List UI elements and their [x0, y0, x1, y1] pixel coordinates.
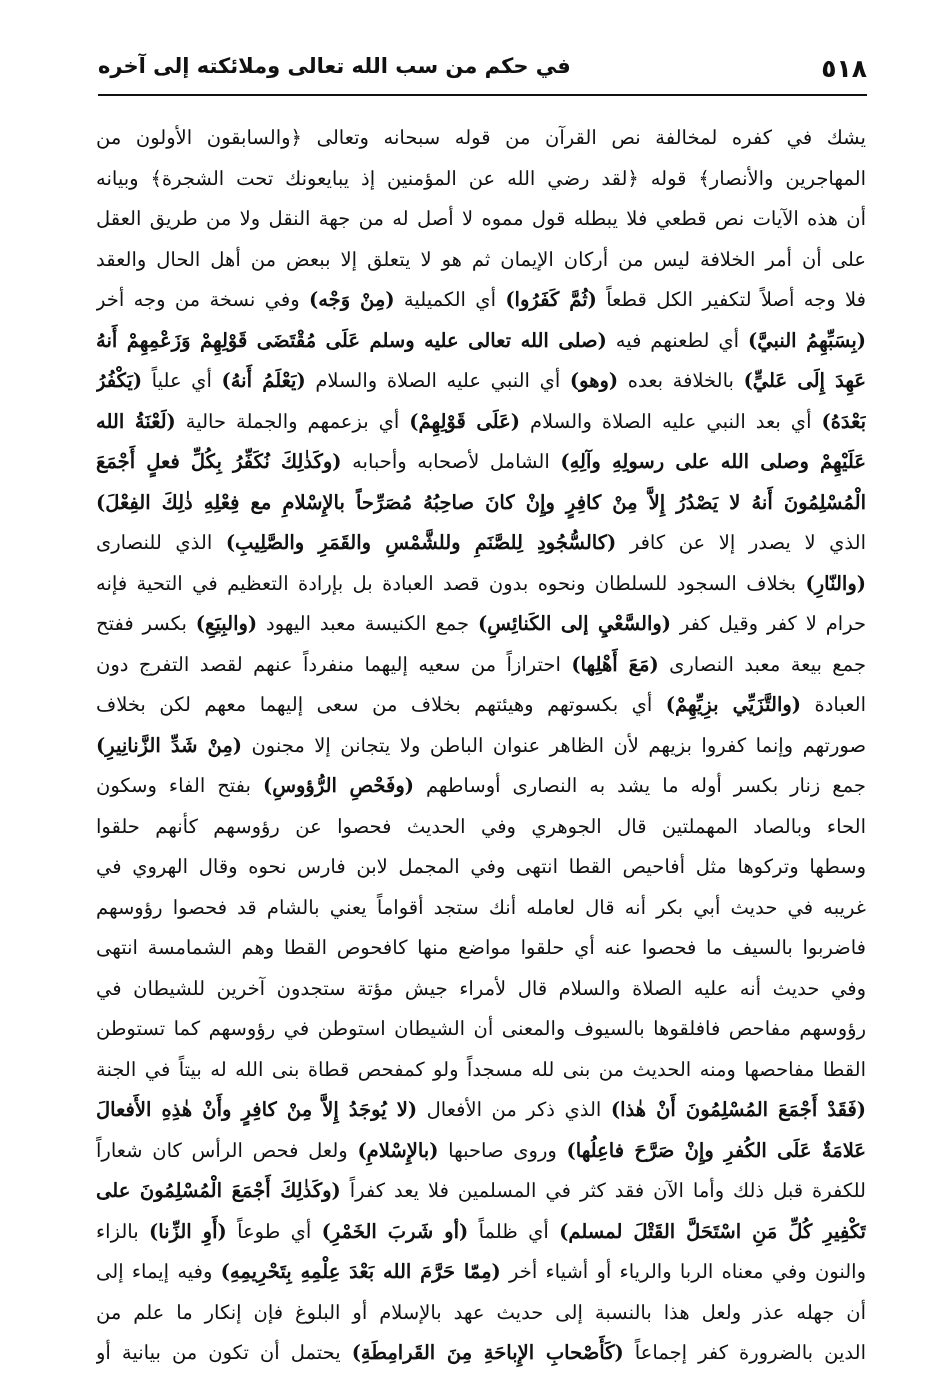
commentary-text: أي طوعاً [226, 1219, 322, 1243]
matn-text: (بالإِسْلامِ) [357, 1138, 439, 1162]
text-line [96, 442, 866, 483]
commentary-text: رؤوسهم مفاحص فافلقوها بالسيوف والمعنى أن الشيطان استوطن في رؤوسهم كما تستوطن [96, 1017, 866, 1040]
text-line [96, 969, 866, 1010]
text-line [96, 402, 866, 443]
commentary-text: على أن أمر الخلافة ليس من أركان الإيمان ثم هو لا يتعلق إلا ببعض من أهل الحال والعقد [96, 247, 866, 271]
matn-text: (يَكْفُرُ [96, 369, 143, 392]
matn-text: (بِسَبِّهِمُ النبيَّ) [747, 328, 866, 352]
commentary-text: صورتهم وإنما كفروا بزيهم لأن الظاهر عنوان الباطن ولا يتجانن إلا مجنون [242, 733, 866, 757]
matn-text: (وفَحْصِ الرُّؤوسِ) [262, 774, 414, 797]
commentary-text: الذي للنصارى [96, 531, 226, 554]
header-rule [98, 94, 867, 96]
matn-text: (والسَّعْيِ إلى الكَنائِسِ) [477, 612, 672, 635]
text-line [96, 1171, 866, 1212]
running-title: في حكم من سب الله تعالى وملائكته إلى آخره [98, 54, 571, 78]
text-line [96, 685, 866, 726]
matn-text: (والنّارِ) [805, 571, 866, 595]
commentary-text: العبادة [801, 693, 866, 716]
text-line [96, 1009, 866, 1050]
commentary-text: بالخلافة بعده [618, 369, 744, 392]
text-line [96, 280, 866, 321]
text-line [96, 118, 866, 159]
text-line [96, 766, 866, 807]
commentary-text: وفيه إيماء إلى [96, 1260, 221, 1283]
text-line [96, 483, 866, 524]
commentary-text: أن جهله عذر ولعل هذا بالنسبة إلى حديث عهد بالإسلام أو البلوغ فإن إنكار ما علم من [96, 1300, 866, 1324]
matn-text: (والبِيَعِ) [195, 612, 258, 635]
text-line [96, 523, 866, 564]
commentary-text: أي بعد النبي عليه الصلاة والسلام [519, 409, 822, 433]
text-line [96, 847, 866, 888]
commentary-text: الذي لا يصدر إلا عن كافر [616, 531, 866, 554]
text-line [96, 1333, 866, 1374]
matn-text: (صلى الله تعالى عليه وسلم عَلَى مُقْتَضَى قَوْلِهِمْ وَزَعْمِهِمْ أَنهُ [96, 328, 607, 352]
matn-text: تَكْفِيرِ كُلِّ مَنِ اسْتَحَلَّ القَتْلَ لمسلم) [559, 1219, 866, 1243]
text-line [96, 321, 866, 362]
matn-text: (يَعْلَمُ أَنهُ) [221, 369, 306, 392]
matn-text: (كَأَصْحابِ الإِباحَةِ مِنَ القَرامِطَةِ) [351, 1341, 624, 1364]
commentary-text: فلا وجه أصلاً لتكفير الكل قطعاً [596, 288, 866, 311]
text-line [96, 928, 866, 969]
matn-text: (ثُمَّ كَفَرُوا) [505, 288, 597, 311]
text-line [96, 564, 866, 605]
commentary-text: يحتمل أن تكون من بيانية أو [96, 1341, 352, 1364]
commentary-text: يشك في كفره لمخالفة نص القرآن من قوله سبحانه وتعالى ﴿والسابقون الأولون من [96, 126, 866, 149]
matn-text: (أو شَربَ الخَمْرِ) [321, 1219, 469, 1243]
commentary-text: بفتح الفاء وسكون [96, 774, 263, 797]
matn-text: (والتَّزَيِّي بزِيِّهِمْ) [665, 693, 802, 716]
commentary-text: الدين بالضرورة كفر إجماعاً [623, 1341, 866, 1364]
text-line [96, 645, 866, 686]
text-line [96, 888, 866, 929]
text-line [96, 199, 866, 240]
commentary-text: أي لطعنهم فيه [606, 328, 748, 352]
commentary-text: الشامل لأصحابه وأحبابه [341, 450, 561, 473]
commentary-text: والنون وفي معناه الربا والرياء أو أشياء أخر [500, 1260, 866, 1283]
commentary-text: وسطها وتركوها مثل أفاحيص القطا انتهى وفي المجمل لابن فارس نحوه وقال الهروي في [96, 855, 866, 878]
commentary-text: بالزاء [96, 1219, 150, 1243]
commentary-text: فاضربوا بالسيف ما فحصوا عنه أي حلقوا مواضع منها كافحوص القطا وهم الشمامسة انتهى [96, 936, 866, 959]
matn-text: عَلامَةٌ عَلَى الكُفرِ وإِنْ صَرَّحَ فاعِلُها) [566, 1138, 866, 1162]
commentary-text: أي بكسوتهم وهيئتهم بخلاف من سعى إليهما معهم لكن بخلاف [96, 693, 666, 716]
commentary-text: احترازاً من سعيه إليهما منفرداً عنهم لقصد التفرج دون [96, 652, 572, 676]
commentary-text: أي علياً [142, 369, 222, 392]
text-line [96, 1252, 866, 1293]
text-line [96, 361, 866, 402]
page-number: ٥١٨ [821, 54, 867, 83]
text-line [96, 1212, 866, 1253]
commentary-text: أي ظلماً [468, 1219, 560, 1243]
matn-text: (وكَذٰلِكَ أَجْمَعَ الْمُسْلِمُونَ على [96, 1179, 341, 1202]
text-line [96, 1090, 866, 1131]
text-line [96, 240, 866, 281]
matn-text: (مِنْ شَدِّ الزَّنانِيرِ) [96, 733, 242, 757]
commentary-text: أن هذه الآيات نص قطعي فلا يبطله قول مموه لا أصل له من جهة النقل ولا من طريق العقل [96, 207, 866, 230]
commentary-text: أي الكميلية [394, 288, 506, 311]
commentary-text: للكفرة قبل ذلك وأما الآن فقد كثر في المسلمين فلا يعد كفراً [340, 1179, 866, 1202]
matn-text: (لا يُوجَدُ إِلاَّ مِنْ كافِرٍ وأَنْ هٰذِهِ الأَفعالَ [96, 1098, 418, 1121]
matn-text: الْمُسْلِمُونَ أَنهُ لا يَصْدُرُ إِلاَّ مِنْ كافِرٍ وإِنْ كانَ صاحِبُهُ مُصَرِّحاً بالإِسْلامِ مع فِعْلِهِ ذٰلِكَ الفِعْلَ) [96, 490, 866, 514]
page-header [98, 50, 867, 92]
text-line [96, 1050, 866, 1091]
commentary-text: غريبه في حديث أبي بكر أنه قال لعامله أنك ستجد أقواماً يعني بالشام قد فحصوا رؤوسهم [96, 895, 866, 919]
commentary-text: الحاء وبالصاد المهملتين قال الجوهري وفي الحديث فحصوا عن رؤوسهم كأنهم حلقوا [96, 814, 866, 838]
matn-text: عَلَيْهِمْ وصلى الله على رسولِهِ وآلِهِ) [560, 450, 866, 473]
matn-text: (مِمّا حَرَّمَ الله بَعْدَ عِلْمِهِ بِتَحْرِيمِهِ) [220, 1260, 501, 1283]
matn-text: (لَعْنَةُ الله [96, 409, 176, 433]
text-line [96, 159, 866, 200]
commentary-text: القطا مفاحصها ومنه الحديث من بنى لله مسجداً ولو كمفحص قطاة بنى الله له بيتاً في الجنة [96, 1057, 866, 1081]
matn-text: بَعْدَهُ) [821, 409, 866, 433]
matn-text: (فَقَدْ أَجْمَعَ المُسْلِمُونَ أَنْ هٰذا) [610, 1098, 866, 1121]
commentary-text: أي النبي عليه الصلاة والسلام [305, 369, 570, 392]
matn-text: (مِنْ وَجْه) [308, 288, 395, 311]
text-line [96, 726, 866, 767]
matn-text: (وكَذٰلِكَ نُكَفِّرُ بِكُلِّ فعلٍ أَجْمَعَ [96, 450, 342, 473]
text-line [96, 807, 866, 848]
commentary-text: بكسر ففتح [96, 612, 196, 635]
matn-text: عَهِدَ إِلَى عَليٍّ) [743, 369, 866, 392]
commentary-text: وفي حديث أنه عليه الصلاة والسلام قال لأمراء جيش مؤتة ستجدون آخرين للشيطان في [96, 976, 866, 1000]
commentary-text: جمع زنار بكسر أوله ما يشد به النصارى أوساطهم [413, 774, 866, 797]
commentary-text: ولعل فحص الرأس كان شعاراً [96, 1138, 358, 1162]
body-text [96, 118, 866, 1374]
text-line [96, 1131, 866, 1172]
commentary-text: بخلاف السجود للسلطان ونحوه بدون قصد العبادة بل بإرادة التعظيم في التحية فإنه [96, 571, 806, 595]
commentary-text: وفي نسخة من وجه أخر [96, 288, 309, 311]
commentary-text: جمع بيعة معبد النصارى [658, 652, 866, 676]
matn-text: (كالسُّجُودِ لِلصَّنَمِ وللشَّمْسِ والقَمَرِ والصَّلِيبِ) [225, 531, 617, 554]
commentary-text: الذي ذكر من الأفعال [417, 1098, 611, 1121]
matn-text: (وهو) [569, 369, 619, 392]
commentary-text: أي بزعمهم والجملة حالية [175, 409, 410, 433]
commentary-text: حرام لا كفر وقيل كفر [671, 612, 866, 635]
commentary-text: جمع الكنيسة معبد اليهود [257, 612, 478, 635]
matn-text: (عَلَى قَوْلِهِمْ) [409, 409, 520, 433]
commentary-text: وروى صاحبها [438, 1138, 567, 1162]
commentary-text: المهاجرين والأنصار﴾ قوله ﴿لقد رضي الله عن المؤمنين إذ يبايعونك تحت الشجرة﴾ وبيانه [96, 166, 866, 190]
matn-text: (مَعَ أَهْلِها) [571, 652, 659, 676]
text-line [96, 1293, 866, 1334]
text-line [96, 604, 866, 645]
matn-text: (أَوِ الزِّنا) [149, 1219, 227, 1243]
